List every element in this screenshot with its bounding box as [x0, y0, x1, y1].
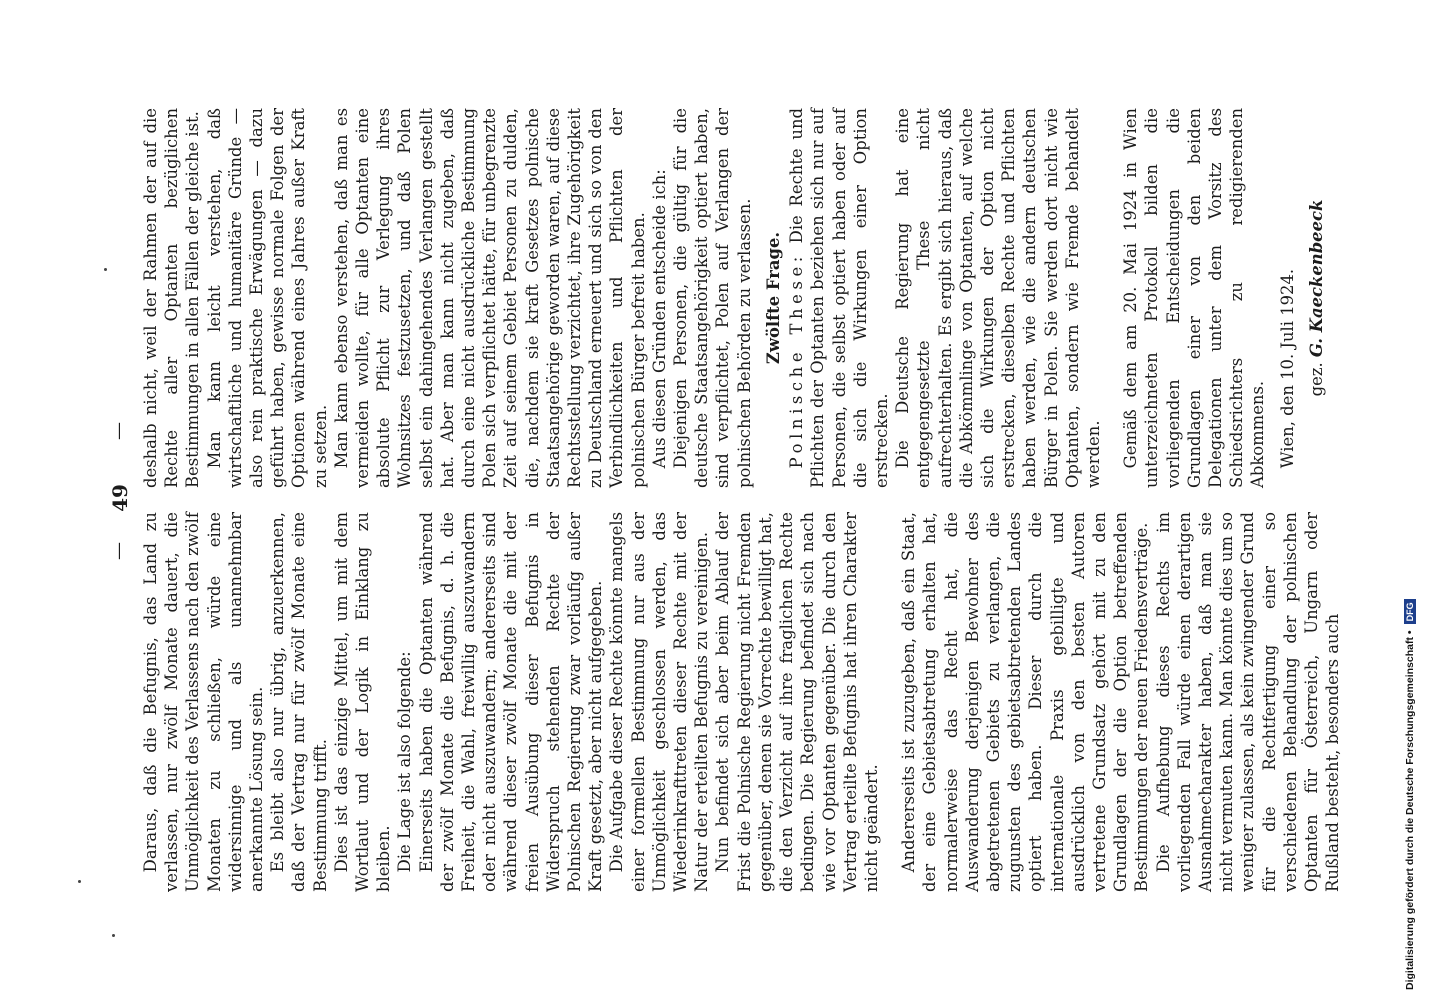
paragraph-text: Die Rechte und Pflichten der Optanten beziehen sich nur auf Personen, die selbst optiert haben oder auf die sich die Wirkungen einer Option erstrecken. [787, 108, 891, 488]
dfg-logo-icon: DFG [1404, 599, 1416, 624]
paragraph: deshalb nicht, weil der Rahmen der auf die Rechte aller Optanten bezüglichen Bestimmungen in allen Fällen der gleiche ist. [141, 108, 203, 488]
section-heading: Zwölfte Frage. [763, 231, 783, 365]
signature-prefix: gez. [1306, 362, 1326, 397]
dateline: Wien, den 10. Juli 1924. [1277, 268, 1297, 469]
paragraph: Die Deutsche Regierung hat eine entgegengesetzte These nicht aufrechterhalten. Es ergibt sich hieraus, daß die Abkömmlinge von Optanten, auf welche sich die Wirkungen der Option nicht erstrecken, dieselben Rechte und Pflichten haben werden, wie die andern deutschen Bürger in Polen. Sie werden dort nicht wie Optanten, sondern wie Fremde behandelt werden. [893, 108, 1103, 488]
page-number: 49 [108, 484, 132, 512]
side-credit [1404, 602, 1416, 1000]
paragraph: Nun befindet sich aber beim Ablauf der Frist die Polnische Regierung nicht Fremden gegenüber, denen sie Vorrechte bewilligt hat, die den Verzicht auf ihre fraglichen Rechte bedingen. Die Regierung befindet sich nach wie vor Optanten gegenüber. Die durch den Vertrag erteilte Befugnis hat ihren Charakter nicht geändert. [713, 512, 881, 892]
signature-name: G. Kaeckenbeeck [1306, 199, 1326, 358]
paragraph: Diejenigen Personen, die gültig für die deutsche Staatsangehörigkeit optiert haben, sind verpflichtet, Polen auf Verlangen der polnischen Behörden zu verlassen. [671, 108, 754, 488]
paragraph: Es bleibt also nur übrig, anzuerkennen, daß der Vertrag nur für zwölf Monate eine Bestimmung trifft. [268, 512, 330, 892]
paragraph-gap [882, 512, 898, 892]
paragraph: Die Aufgabe dieser Rechte könnte mangels einer formellen Bestimmung nur aus der Unmöglichkeit geschlossen werden, das Wiederinkrafttreten dieser Rechte mit der Natur der erteilten Befugnis zu vereinigen. [607, 512, 712, 892]
credit-text: Digitalisierung gefördert durch die Deutsche Forschungsgemeinschaft • [1404, 630, 1416, 990]
paragraph: Man kann ebenso verstehen, daß man es vermeiden wollte, für alle Optanten eine absolute Pflicht zur Verlegung ihres Wohnsitzes festzusetzen, und daß Polen selbst ein dahingehendes Verlangen gestellt hat. Aber man kann nicht zugeben, daß durch eine nicht ausdrückliche Bestimmung Polen sich verpflichtet hätte, für unbegrenzte Zeit auf seinem Gebiet Personen zu dulden, die, nachdem sie kraft Gesetzes polnische Staatsangehörige geworden waren, auf diese Rechtsstellung verzichtet, ihre Zugehörigkeit zu Deutschland erneuert und sich so von den Verbindlichkeiten und Pflichten der polnischen Bürger befreit haben. [331, 108, 648, 488]
header-dash-left: — [108, 542, 129, 560]
paragraph: Einerseits haben die Optanten während der zwölf Monate die Befugnis, d. h. die Freiheit, die Wahl, freiwillig auszuwandern oder nicht auszuwandern; andererseits sind während dieser zwölf Monate die mit der freien Ausübung dieser Befugnis in Widerspruch stehenden Rechte der Polnischen Regierung zwar vorläufig außer Kraft gesetzt, aber nicht aufgegeben. [416, 512, 606, 892]
lead-term: Polnische These: [787, 252, 807, 469]
left-column [140, 512, 1343, 892]
credit-line [1404, 599, 1416, 990]
paragraph: Die Aufhebung dieses Rechts im vorliegenden Fall würde einen derartigen Ausnahmecharakter haben, daß man sie nicht vermuten kann. Man könnte dies um so weniger zulassen, als kein zwingender Grund für die Rechtfertigung einer so verschiedenen Behandlung der polnischen Optanten für Österreich, Ungarn oder Rußland besteht, besonders auch [1153, 512, 1343, 892]
paragraph: Aus diesen Gründen entscheide ich: [649, 169, 669, 469]
right-column [140, 108, 1327, 488]
paragraph-gap [1104, 108, 1120, 488]
paragraph: Daraus, daß die Befugnis, das Land zu verlassen, nur zwölf Monate dauert, die Unmöglichkeit des Verlassens nach den zwölf Monaten zu schließen, würde eine widersinnige und als unannehmbar anerkannte Lösung sein. [141, 512, 267, 892]
paragraph: Die Lage ist also folgende: [395, 651, 415, 873]
paragraph: Andererseits ist zuzugeben, daß ein Staat, der eine Gebietsabtretung erhalten hat, normalerweise das Recht hat, die Auswanderung derjenigen Bewohner des abgetretenen Gebiets zu verlangen, die zugunsten des gebietsabtretenden Landes optiert haben. Dieser durch die internationale Praxis gebilligte und ausdrücklich von den besten Autoren vertretene Grundsatz gehört mit zu den Grundlagen der die Option betreffenden Bestimmungen der neuen Friedensverträge. [899, 512, 1152, 892]
header-dash-right: — [108, 422, 129, 440]
paragraph: Gemäß dem am 20. Mai 1924 in Wien unterzeichneten Protokoll bilden die vorliegenden Entscheidungen die Grundlagen einer von den beiden Delegationen unter dem Vorsitz des Schiedsrichters zu redigierenden Abkommens. [1121, 108, 1268, 488]
paragraph [786, 108, 892, 488]
signature [1306, 108, 1327, 488]
paragraph: Man kann leicht verstehen, daß wirtschaftliche und humanitäre Gründe — also rein praktische Erwägungen — dazu geführt haben, gewisse normale Folgen der Optionen während eines Jahres außer Kraft zu setzen. [204, 108, 330, 488]
paragraph: Dies ist das einzige Mittel, um mit dem Wortlaut und der Logik in Einklang zu bleiben. [331, 512, 394, 892]
